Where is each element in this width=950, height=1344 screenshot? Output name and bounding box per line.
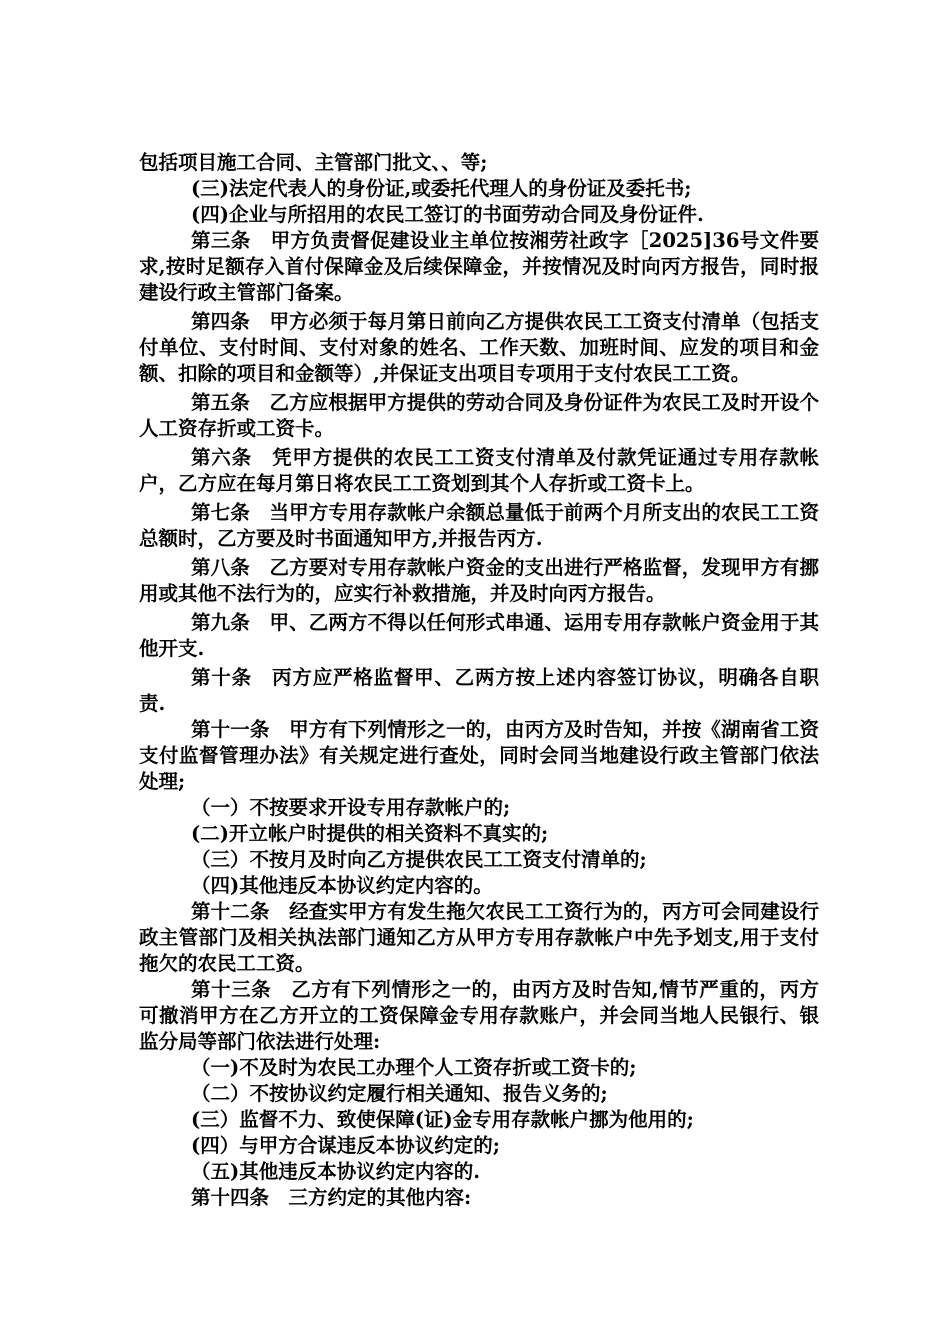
article-11: 第十一条 甲方有下列情形之一的，由丙方及时告知，并按《湖南省工资支付监督管理办法》有关规定进行查处，同时会同当地建设行政主管部门依法处理; (139, 718, 819, 793)
article-11-item-3: （三）不按月及时向乙方提供农民工工资支付清单的; (191, 848, 647, 871)
article-7: 第七条 当甲方专用存款帐户余额总量低于前两个月所支出的农民工工资总额时，乙方要及时书面通知甲方,并报告丙方. (139, 501, 819, 550)
article-6: 第六条 凭甲方提供的农民工工资支付清单及付款凭证通过专用存款帐户，乙方应在每月第日将农民工工资划到其个人存折或工资卡上。 (139, 446, 819, 495)
article-13: 第十三条 乙方有下列情形之一的，由丙方及时告知,情节严重的，丙方可撤消甲方在乙方开立的工资保障金专用存款账户，并会同当地人民银行、银监分局等部门依法进行处理: (139, 978, 819, 1053)
article-11-item-4: （四)其他违反本协议约定内容的。 (191, 874, 493, 897)
article-13-item-1: （一)不及时为农民工办理个人工资存折或工资卡的; (191, 1056, 637, 1079)
article-10: 第十条 丙方应严格监督甲、乙两方按上述内容签订协议，明确各自职责. (139, 666, 819, 715)
article-13-item-2: （二）不按协议约定履行相关通知、报告义务的; (191, 1082, 608, 1105)
article-13-item-3: (三）监督不力、致使保障(证)金专用存款帐户挪为他用的; (191, 1108, 694, 1131)
article-8: 第八条 乙方要对专用存款帐户资金的支出进行严格监督，发现甲方有挪用或其他不法行为的，应实行补救措施，并及时向丙方报告。 (139, 556, 819, 605)
article-12: 第十二条 经查实甲方有发生拖欠农民工工资行为的，丙方可会同建设行政主管部门及相关执法部门通知乙方从甲方专用存款帐户中先予划支,用于支付拖欠的农民工工资。 (139, 900, 819, 975)
article-3: 第三条 甲方负责督促建设业主单位按湘劳社政字［2025]36号文件要求,按时足额存入首付保障金及后续保障金，并按情况及时向丙方报告，同时报建设行政主管部门备案。 (139, 229, 819, 304)
list-item-3: (三)法定代表人的身份证,或委托代理人的身份证及委托书; (191, 177, 692, 200)
paragraph-continuation: 包括项目施工合同、主管部门批文、、等; (139, 151, 488, 174)
article-11-item-1: （一）不按要求开设专用存款帐户的; (191, 796, 511, 819)
article-13-item-5: （五)其他违反本协议约定内容的. (191, 1160, 481, 1183)
article-4: 第四条 甲方必须于每月第日前向乙方提供农民工工资支付清单（包括支付单位、支付时间、支付对象的姓名、工作天数、加班时间、应发的项目和金额、扣除的项目和金额等）,并保证支出项目专项用于支付农民工工资。 (139, 310, 819, 385)
document-body (139, 150, 819, 1211)
article-11-item-2: (二)开立帐户时提供的相关资料不真实的; (191, 822, 549, 845)
article-5: 第五条 乙方应根据甲方提供的劳动合同及身份证件为农民工及时开设个人工资存折或工资卡。 (139, 391, 819, 440)
article-9: 第九条 甲、乙两方不得以任何形式串通、运用专用存款帐户资金用于其他开支. (139, 611, 819, 660)
article-13-item-4: (四）与甲方合谋违反本协议约定的; (191, 1134, 500, 1157)
list-item-4: (四)企业与所招用的农民工签订的书面劳动合同及身份证件. (191, 203, 704, 226)
article-14: 第十四条 三方约定的其他内容: (191, 1186, 472, 1209)
